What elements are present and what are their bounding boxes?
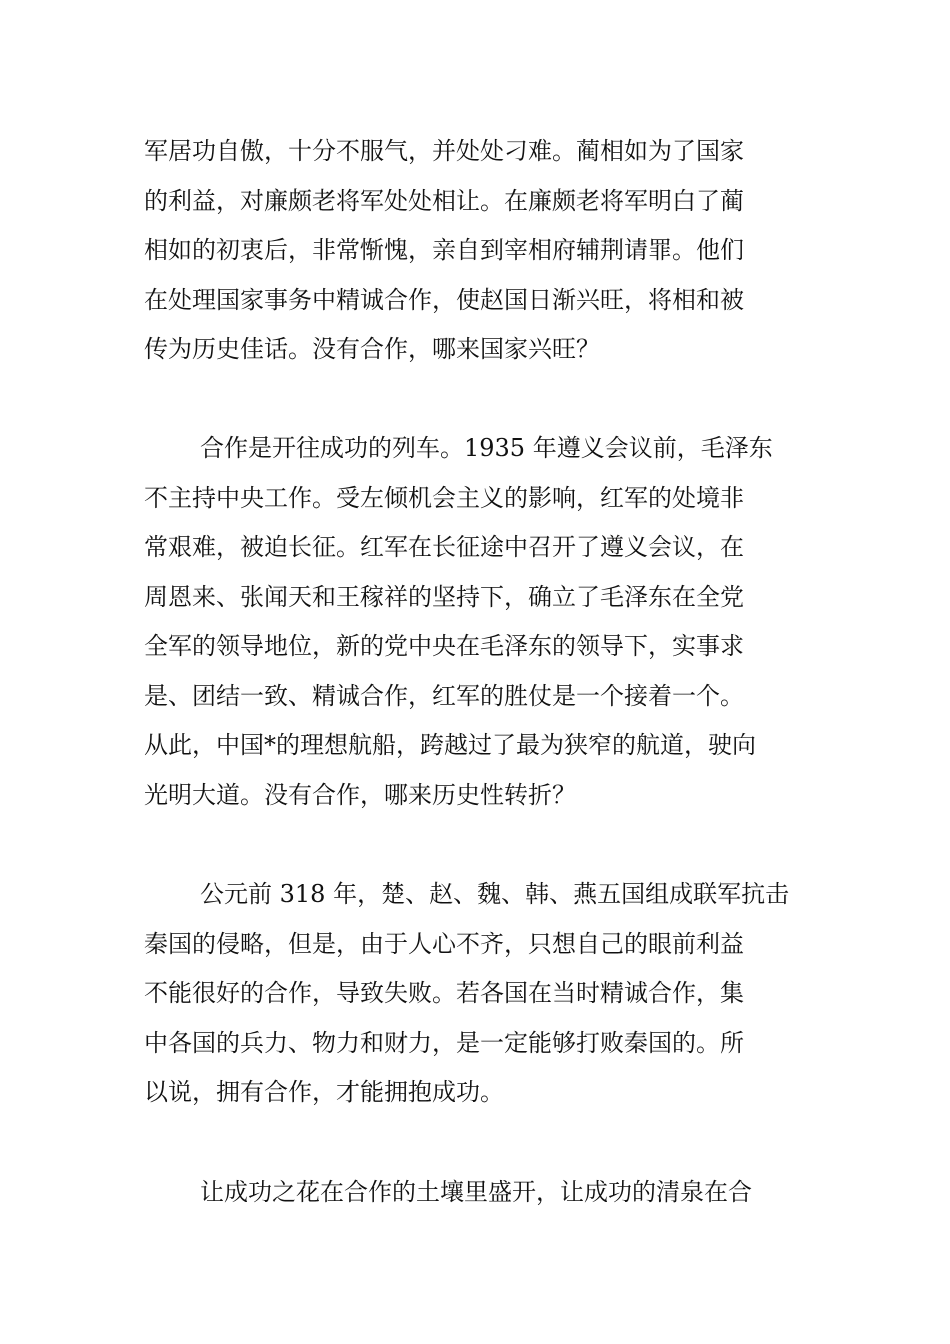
paragraph-1 xyxy=(144,127,814,375)
paragraph-line: 秦国的侵略，但是，由于人心不齐，只想自己的眼前利益 xyxy=(144,929,744,958)
paragraph-line: 全军的领导地位，新的党中央在毛泽东的领导下，实事求 xyxy=(144,632,744,660)
paragraph-line: 光明大道。没有合作，哪来历史性转折？ xyxy=(144,780,576,809)
paragraph-line: 是、团结一致、精诚合作，红军的胜仗是一个接着一个。 xyxy=(144,681,744,710)
paragraph-4 xyxy=(144,1168,814,1218)
paragraph-line: 以说，拥有合作，才能拥抱成功。 xyxy=(144,1078,504,1106)
paragraph-line: 在处理国家事务中精诚合作，使赵国日渐兴旺，将相和被 xyxy=(144,285,744,314)
paragraph-line: 从此，中国*的理想航船，跨越过了最为狭窄的航道，驶向 xyxy=(144,731,756,759)
paragraph-line: 不主持中央工作。受左倾机会主义的影响，红军的处境非 xyxy=(144,483,744,512)
paragraph-line: 军居功自傲，十分不服气，并处处刁难。蔺相如为了国家 xyxy=(144,137,744,165)
paragraph-2 xyxy=(144,424,814,820)
paragraph-line: 常艰难，被迫长征。红军在长征途中召开了遵义会议，在 xyxy=(144,533,744,561)
paragraph-first-line: 让成功之花在合作的土壤里盛开，让成功的清泉在合 xyxy=(200,1178,752,1206)
paragraph-first-line: 公元前 318 年，楚、赵、魏、韩、燕五国组成联军抗击 xyxy=(200,880,790,908)
paragraph-3 xyxy=(144,870,814,1118)
paragraph-line: 周恩来、张闻天和王稼祥的坚持下，确立了毛泽东在全党 xyxy=(144,582,744,611)
paragraph-line: 相如的初衷后，非常惭愧，亲自到宰相府辅荆请罪。他们 xyxy=(144,236,744,264)
paragraph-line: 的利益，对廉颇老将军处处相让。在廉颇老将军明白了蔺 xyxy=(144,186,744,215)
paragraph-first-line: 合作是开往成功的列车。1935 年遵义会议前，毛泽东 xyxy=(200,434,773,462)
paragraph-line: 中各国的兵力、物力和财力，是一定能够打败秦国的。所 xyxy=(144,1028,744,1057)
paragraph-line: 不能很好的合作，导致失败。若各国在当时精诚合作，集 xyxy=(144,979,744,1007)
paragraph-line: 传为历史佳话。没有合作，哪来国家兴旺？ xyxy=(144,335,600,363)
